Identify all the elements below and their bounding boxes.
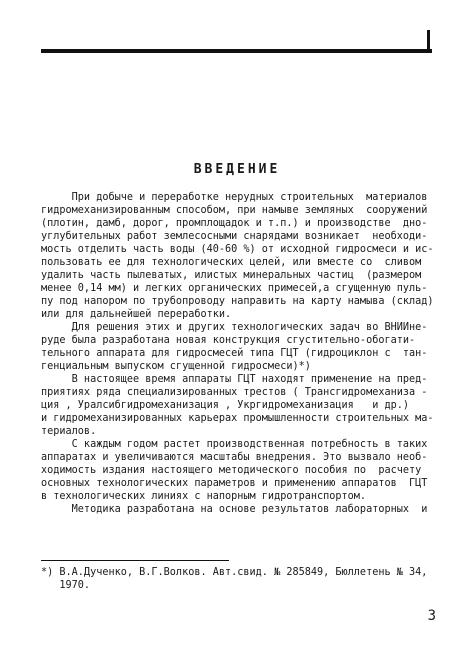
body-text-line: Для решения этих и других технологических задач во ВНИИне-	[41, 322, 428, 333]
header-rule	[41, 49, 432, 53]
body-text-line: мость отделить часть воды (40-60 %) от исходной гидросмеси и ис-	[41, 244, 434, 255]
body-text-line: приятиях ряда специализированных трестов ( Трансгидромеханиза -	[41, 387, 428, 398]
body-text-line: основных технологических параметров и применению аппаратов ГЦТ	[41, 478, 428, 489]
body-text-line: ция , Уралсибгидромеханизация , Укргидромеханизация и др.)	[41, 400, 410, 411]
body-text-line: В настоящее время аппараты ГЦТ находят применение на пред-	[41, 374, 428, 385]
body-text-line: тельного аппарата для гидросмесей типа ГЦТ (гидроциклон с тан-	[41, 348, 428, 359]
header-rule-tick	[427, 30, 430, 51]
body-text	[41, 191, 437, 516]
body-text-line: пу под напором по трубопроводу направить на карту намыва (склад)	[41, 296, 434, 307]
footnote-line: 1970.	[41, 580, 91, 591]
footnote	[41, 566, 437, 592]
footnote-line: *) В.А.Дученко, В.Г.Волков. Авт.свид. № 285849, Бюллетень № 34,	[41, 567, 428, 578]
body-text-line: руде была разработана новая конструкция сгустительно-обогати-	[41, 335, 416, 346]
body-text-line: пользовать ее для технологических целей, или вместе со сливом	[41, 257, 422, 268]
page-title: ВВЕДЕНИЕ	[193, 162, 281, 177]
body-text-line: С каждым годом растет производственная потребность в таких	[41, 439, 428, 450]
body-text-line: Методика разработана на основе результатов лабораторных и	[41, 504, 428, 515]
page-number: 3	[427, 608, 436, 624]
body-text-line: При добыче и переработке нерудных строительных материалов	[41, 192, 428, 203]
body-text-line: и гидромеханизированных карьерах промышленности строительных ма-	[41, 413, 434, 424]
body-text-line: менее 0,14 мм) и легких органических примесей,а сгущенную пуль-	[41, 283, 428, 294]
body-text-line: ходимость издания настоящего методического пособия по расчету	[41, 465, 422, 476]
body-text-line: углубительных работ землесосными снарядами возникает необходи-	[41, 231, 428, 242]
body-text-line: удалить часть пылеватых, илистых минеральных частиц (размером	[41, 270, 422, 281]
footnote-rule	[41, 560, 229, 561]
body-text-line: в технологических линиях с напорным гидротранспортом.	[41, 491, 367, 502]
body-text-line: териалов.	[41, 426, 97, 437]
body-text-line: или для дальнейшей переработки.	[41, 309, 232, 320]
body-text-line: аппаратах и увеличиваются масштабы внедрения. Это вызвало необ-	[41, 452, 428, 463]
body-text-line: генциальным выпуском сгущенной гидросмеси)*)	[41, 361, 311, 372]
body-text-line: (плотин, дамб, дорог, промплощадок и т.п.) и производстве дно-	[41, 218, 428, 229]
body-text-line: гидромеханизированным способом, при намыве земляных сооружений	[41, 205, 428, 216]
